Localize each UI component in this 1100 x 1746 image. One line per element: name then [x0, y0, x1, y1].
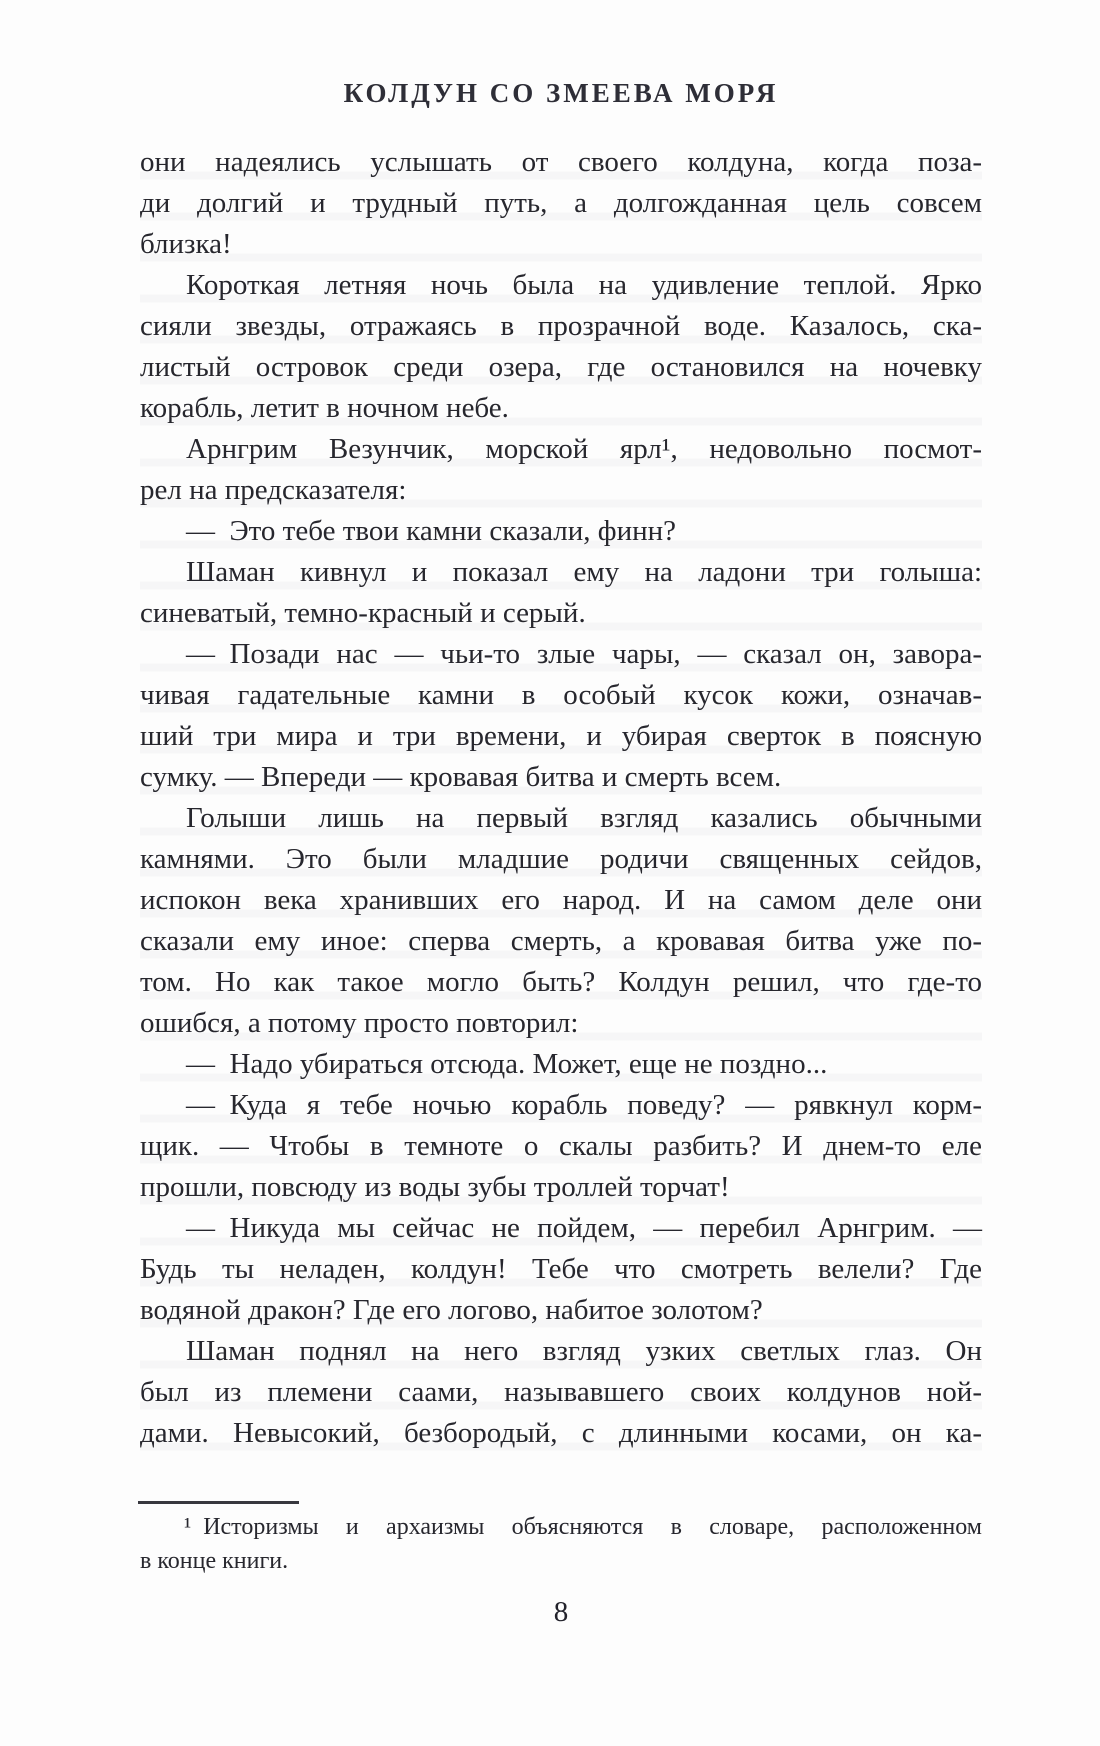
text-line: Арнгрим Везунчик, морской ярл¹, недовольно посмот- — [186, 433, 982, 465]
text-line: Будь ты неладен, колдун! Тебе что смотреть велели? Где — [140, 1253, 982, 1285]
text-line: щик. — Чтобы в темноте о скалы разбить? И днем-то еле — [140, 1130, 982, 1162]
text-line: сияли звезды, отражаясь в прозрачной воде. Казалось, ска- — [140, 310, 982, 342]
text-line: сказали ему иное: сперва смерть, а кровавая битва уже по- — [140, 925, 982, 957]
text-line: сумку. — Впереди — кровавая битва и смерть всем. — [140, 761, 782, 793]
text-line: ошибся, а потому просто повторил: — [140, 1007, 579, 1039]
text-line: — Позади нас — чьи-то злые чары, — сказал он, завора- — [186, 638, 982, 670]
text-line: рел на предсказателя: — [140, 474, 407, 506]
text-line: Короткая летняя ночь была на удивление теплой. Ярко — [186, 269, 982, 301]
text-line: Шаман поднял на него взгляд узких светлых глаз. Он — [186, 1335, 982, 1367]
body-text — [140, 142, 982, 1454]
text-line: прошли, повсюду из воды зубы троллей торчат! — [140, 1171, 730, 1203]
text-line: испокон века хранивших его народ. И на самом деле они — [140, 884, 982, 916]
text-line: Шаман кивнул и показал ему на ладони три голыша: — [186, 556, 982, 588]
text-line: синеватый, темно-красный и серый. — [140, 597, 586, 629]
text-line: — Это тебе твои камни сказали, финн? — [186, 515, 677, 547]
text-line: ший три мира и три времени, и убирая сверток в поясную — [140, 720, 982, 752]
text-line: близка! — [140, 228, 232, 260]
text-line: дами. Невысокий, безбородый, с длинными косами, он ка- — [140, 1417, 982, 1449]
text-line: — Никуда мы сейчас не пойдем, — перебил Арнгрим. — — [186, 1212, 982, 1244]
text-line: они надеялись услышать от своего колдуна, когда поза- — [140, 146, 982, 178]
running-head: КОЛДУН СО ЗМЕЕВА МОРЯ — [343, 78, 779, 108]
text-line: листый островок среди озера, где остановился на ночевку — [140, 351, 982, 383]
footnote — [140, 1510, 982, 1578]
text-line: — Надо убираться отсюда. Может, еще не поздно... — [186, 1048, 828, 1080]
text-line: камнями. Это были младшие родичи священных сейдов, — [140, 843, 982, 875]
text-line: — Куда я тебе ночью корабль поведу? — рявкнул корм- — [186, 1089, 982, 1121]
text-line: корабль, летит в ночном небе. — [140, 392, 509, 424]
footnote-line: ¹ Историзмы и архаизмы объясняются в словаре, расположенном — [184, 1514, 982, 1540]
text-line: ди долгий и трудный путь, а долгожданная цель совсем — [140, 187, 982, 219]
text-line: водяной дракон? Где его логово, набитое золотом? — [140, 1294, 763, 1326]
text-line: был из племени саами, называвшего своих колдунов ной- — [140, 1376, 982, 1408]
text-line: чивая гадательные камни в особый кусок кожи, означав- — [140, 679, 982, 711]
page-number: 8 — [553, 1596, 569, 1628]
footnote-line: в конце книги. — [140, 1548, 289, 1574]
text-line: том. Но как такое могло быть? Колдун решил, что где-то — [140, 966, 982, 998]
footnote-separator-rule — [138, 1501, 299, 1504]
text-line: Голыши лишь на первый взгляд казались обычными — [186, 802, 982, 834]
